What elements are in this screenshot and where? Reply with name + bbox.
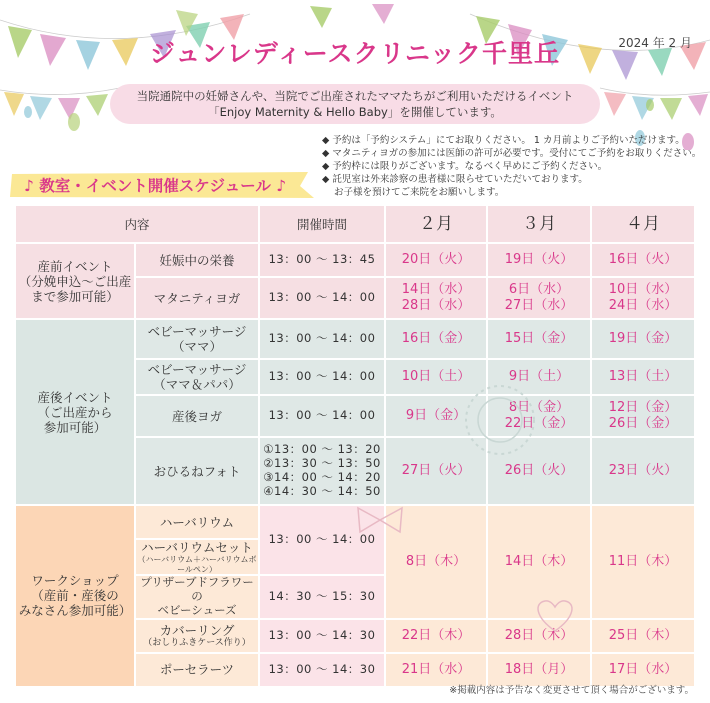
header-month-feb: ２月 <box>385 205 487 243</box>
time-slot: ④14：30 ～ 14：50 <box>263 483 381 498</box>
event-name-line: ハーバリウムセット <box>141 540 253 555</box>
event-date: 19日（火） <box>487 243 591 277</box>
header-time: 開催時間 <box>259 205 385 243</box>
event-name-line: （ママ） <box>172 339 223 354</box>
category-label: 産後イベント <box>37 389 113 405</box>
category-label: ワークショップ <box>31 573 119 589</box>
time-slot: ③14：00 ～ 14：20 <box>263 470 381 484</box>
time-slot: ②13：30 ～ 13：50 <box>263 456 381 471</box>
category-label: （分娩申込～ご出産 <box>18 273 132 289</box>
time-slot: ①13：00 ～ 13：20 <box>263 442 381 457</box>
category-prenatal <box>15 243 135 319</box>
event-date: 23日（火） <box>591 437 695 505</box>
category-label: 参加可能） <box>43 419 107 435</box>
event-date: 19日（金） <box>591 319 695 359</box>
date-line: 28日（水） <box>401 298 471 313</box>
schedule-title: ♪ 教室・イベント開催スケジュール ♪ <box>24 177 287 195</box>
event-time: 13：00 ～ 14：00 <box>259 505 385 575</box>
event-time: 14：30 ～ 15：30 <box>259 575 385 618</box>
event-date: 16日（金） <box>385 319 487 359</box>
event-time: 13：00 ～ 14：30 <box>259 653 385 687</box>
event-date: 25日（木） <box>591 619 695 653</box>
event-time: 13：00 ～ 13：45 <box>259 243 385 277</box>
event-date <box>487 277 591 319</box>
event-date: 26日（火） <box>487 437 591 505</box>
event-date: 14日（木） <box>487 505 591 619</box>
date-line: 8日（金） <box>508 400 570 416</box>
event-name-sub: （ハーバリウム＋ハーバリウムボールペン） <box>137 555 257 574</box>
event-time: 13：00 ～ 14：00 <box>259 359 385 395</box>
event-date <box>487 395 591 437</box>
issue-date: 2024 年 2 月 <box>618 36 692 50</box>
event-name-line: ベビーマッサージ <box>147 362 247 377</box>
table-row <box>15 505 695 539</box>
event-date <box>591 395 695 437</box>
footer-note: ※掲載内容は予告なく変更させて頂く場合がございます。 <box>449 685 694 696</box>
category-label: みなさん参加可能） <box>18 603 132 619</box>
event-name: ポーセラーツ <box>135 653 259 687</box>
event-name-sub: （おしりふきケース作り） <box>143 637 251 648</box>
event-time: 13：00 ～ 14：30 <box>259 619 385 653</box>
event-name: おひるねフォト <box>135 437 259 505</box>
event-name: ハーバリウム <box>135 505 259 539</box>
date-line: 12日（金） <box>608 400 678 416</box>
table-row <box>15 243 695 277</box>
date-line: 10日（水） <box>608 282 678 298</box>
event-date: 20日（火） <box>385 243 487 277</box>
intro-line-1: 当院通院中の妊婦さんや、当院でご出産されたママたちがご利用いただけるイベント <box>136 89 574 103</box>
category-postnatal <box>15 319 135 505</box>
event-date: 15日（金） <box>487 319 591 359</box>
notes-list <box>322 134 702 199</box>
event-name: 産後ヨガ <box>135 395 259 437</box>
event-date: 22日（木） <box>385 619 487 653</box>
event-date <box>591 277 695 319</box>
event-name-line: ベビーシューズ <box>157 602 237 617</box>
note-item: ◆ 予約枠には限りがございます。なるべく早めにご予約ください。 <box>322 161 608 172</box>
date-line: 27日（水） <box>504 298 574 313</box>
header-content: 内容 <box>15 205 259 243</box>
event-date: 13日（土） <box>591 359 695 395</box>
event-date <box>385 277 487 319</box>
date-line: 22日（金） <box>504 416 574 431</box>
category-label: まで参加可能） <box>31 288 119 304</box>
event-name-line: プリザーブドフラワーの <box>140 575 254 603</box>
header-month-apr: ４月 <box>591 205 695 243</box>
date-line: 14日（水） <box>401 282 471 298</box>
event-date: 8日（木） <box>385 505 487 619</box>
table-row <box>15 319 695 359</box>
note-item: ◆ マタニティヨガの参加には医師の許可が必要です。受付にてご予約をお取りください。 <box>322 148 702 159</box>
note-item: ◆ 託児室は外来診察の患者様に限らせていただいております。 <box>322 174 588 185</box>
intro-line-2: 「Enjoy Maternity & Hello Baby」を開催しています。 <box>208 105 502 119</box>
category-label: （ご出産から <box>37 404 113 420</box>
event-name <box>135 619 259 653</box>
date-line: 24日（水） <box>608 298 678 313</box>
category-label: 産前イベント <box>37 258 113 274</box>
event-date: 16日（火） <box>591 243 695 277</box>
page-title: ジュンレディースクリニック千里丘 <box>149 39 561 68</box>
event-name: 妊娠中の栄養 <box>135 243 259 277</box>
event-time <box>259 437 385 505</box>
category-workshop <box>15 505 135 687</box>
bunting-decoration <box>0 0 710 150</box>
event-date: 11日（木） <box>591 505 695 619</box>
event-date: 18日（月） <box>487 653 591 687</box>
event-date: 28日（木） <box>487 619 591 653</box>
note-item: ◆ 予約は「予約システム」にてお取りください。 1 カ月前よりご予約いただけます。 <box>322 135 685 146</box>
note-item: お子様を預けてご来院をお願いします。 <box>334 187 505 198</box>
event-name <box>135 359 259 395</box>
date-line: 26日（金） <box>608 416 678 431</box>
event-name: マタニティヨガ <box>135 277 259 319</box>
event-name <box>135 539 259 575</box>
event-name-line: カバーリング <box>159 622 235 638</box>
event-time: 13：00 ～ 14：00 <box>259 277 385 319</box>
event-time: 13：00 ～ 14：00 <box>259 319 385 359</box>
event-date: 9日（金） <box>385 395 487 437</box>
event-name-line: （ママ＆パパ） <box>153 377 241 392</box>
table-header-row <box>15 205 695 243</box>
event-name-line: ベビーマッサージ <box>147 324 247 339</box>
event-date: 27日（火） <box>385 437 487 505</box>
schedule-table <box>14 204 696 688</box>
event-date: 17日（水） <box>591 653 695 687</box>
event-time: 13：00 ～ 14：00 <box>259 395 385 437</box>
event-date: 10日（土） <box>385 359 487 395</box>
header-month-mar: ３月 <box>487 205 591 243</box>
event-date: 9日（土） <box>487 359 591 395</box>
date-line: 6日（水） <box>508 282 570 298</box>
event-date: 21日（水） <box>385 653 487 687</box>
category-label: （産前・産後の <box>31 588 119 604</box>
event-name <box>135 575 259 618</box>
event-name <box>135 319 259 359</box>
